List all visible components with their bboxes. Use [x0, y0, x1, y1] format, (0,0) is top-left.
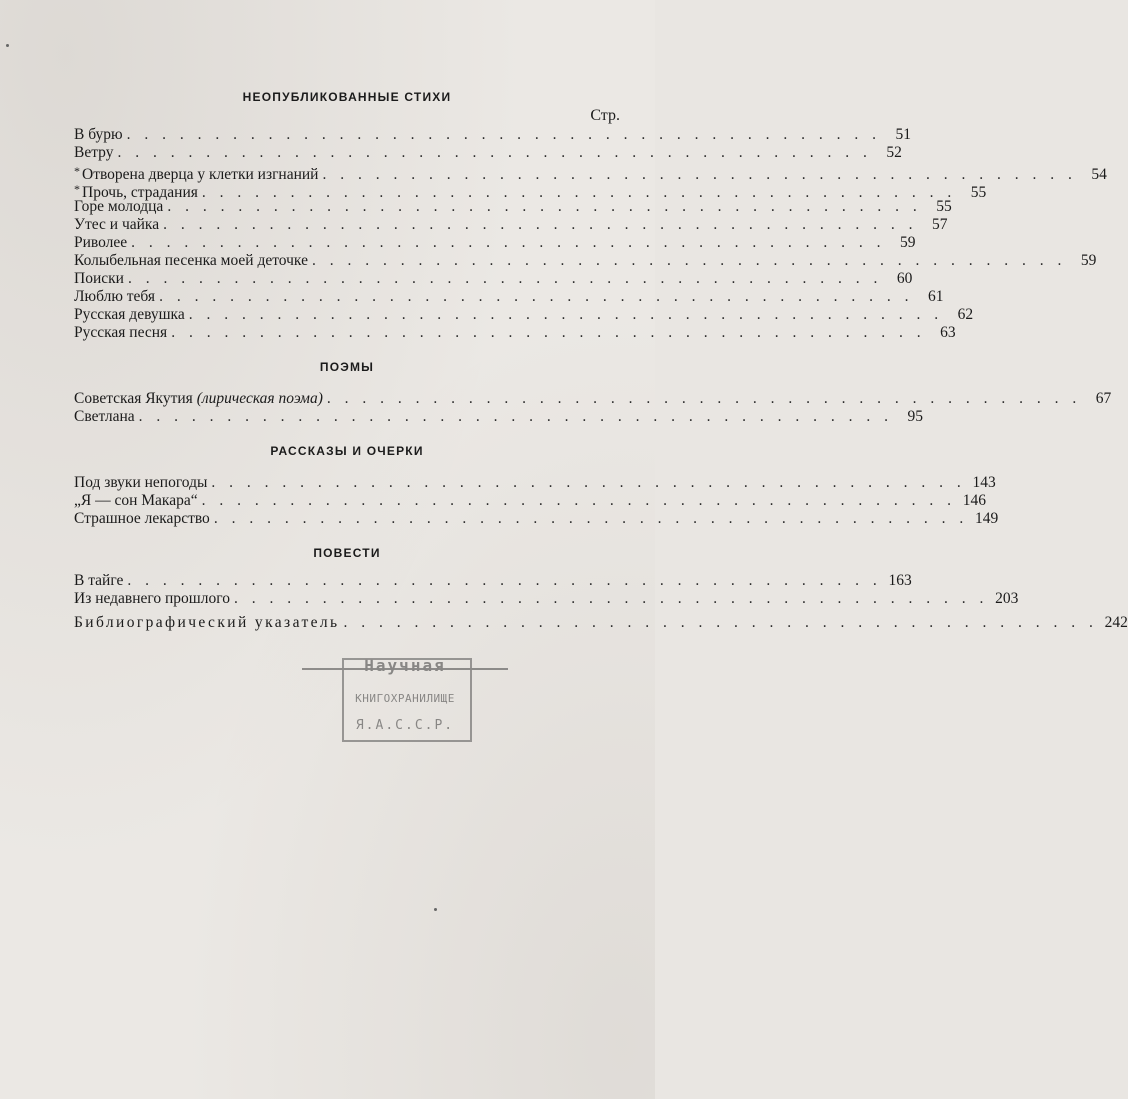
toc-entry[interactable] — [74, 288, 944, 306]
entry-page-number: 59 — [900, 234, 916, 251]
entry-title-text: В бурю — [74, 126, 123, 143]
entry-title — [74, 234, 127, 252]
toc-entry[interactable] — [74, 510, 999, 528]
entry-page-number: 57 — [931, 216, 948, 233]
dot-leader: . . . . . . . . . . . . . . . . . . . . . . . . . . . . . . . . . . . . . . . . . . . — [117, 144, 872, 161]
entry-title: Библиографический указатель — [74, 614, 340, 631]
entry-title — [74, 324, 167, 342]
entry-title — [74, 474, 207, 492]
entry-title — [74, 408, 135, 426]
toc-entry[interactable] — [74, 324, 956, 342]
table-of-contents — [74, 88, 1128, 632]
entry-title-text: В тайге — [74, 572, 124, 589]
dot-leader: . . . . . . . . . . . . . . . . . . . . . . . . . . . . . . . . . . . . . . . . . . . — [188, 306, 944, 323]
dot-leader: . . . . . . . . . . . . . . . . . . . . . . . . . . . . . . . . . . . . . . . . . . . — [233, 590, 989, 607]
entry-title-text: Советская Якутия — [74, 390, 193, 407]
entry-page-number: 163 — [888, 572, 912, 589]
toc-entry[interactable] — [74, 474, 996, 492]
entry-title-text: Из недавнего прошлого — [74, 590, 230, 607]
toc-entry[interactable] — [74, 390, 1112, 408]
entry-title — [74, 390, 323, 408]
toc-entry[interactable] — [74, 590, 1019, 608]
entry-title — [74, 572, 123, 590]
entry-title — [74, 198, 163, 216]
entry-page-number: 61 — [927, 288, 944, 305]
asterism-marker: * — [74, 182, 80, 196]
dot-leader: . . . . . . . . . . . . . . . . . . . . . . . . . . . . . . . . . . . . . . . . . . . — [126, 126, 881, 143]
entry-page-number: 51 — [895, 126, 911, 143]
entry-page-number: 62 — [957, 306, 974, 323]
entry-title-text: Светлана — [74, 408, 135, 425]
library-stamp — [302, 648, 508, 748]
dot-leader: . . . . . . . . . . . . . . . . . . . . . . . . . . . . . . . . . . . . . . . . . . . — [167, 198, 922, 215]
dot-leader: . . . . . . . . . . . . . . . . . . . . . . . . . . . . . . . . . . . . . . . . . . . — [127, 572, 882, 589]
entry-title — [74, 270, 124, 288]
entry-title — [74, 510, 210, 528]
section-title-poems: ПОЭМЫ — [319, 360, 375, 374]
paper-speck — [6, 44, 9, 47]
stories-list — [74, 474, 999, 528]
entry-title-text: Под звуки непогоды — [74, 474, 208, 491]
stamp-middle-text: КНИГОХРАНИЛИЩЕ — [355, 692, 455, 705]
entry-title — [74, 288, 155, 306]
poems-list — [74, 390, 1112, 426]
entry-title-text: Риволее — [74, 234, 128, 251]
entry-page-number: 149 — [974, 510, 999, 527]
entry-title — [74, 126, 123, 144]
toc-entry-bibliography[interactable] — [74, 614, 1128, 632]
toc-entry[interactable] — [74, 492, 986, 510]
entry-page-number: 55 — [970, 184, 987, 201]
section-title-novellas: ПОВЕСТИ — [313, 546, 381, 560]
entry-page-number: 63 — [940, 324, 956, 341]
entry-title — [74, 306, 185, 324]
entry-title-text: „Я — сон Макара“ — [74, 492, 198, 509]
toc-entry[interactable] — [74, 408, 923, 426]
entry-page-number: 59 — [1080, 252, 1097, 269]
entry-page-number: 55 — [936, 198, 952, 215]
entry-page-number: 242 — [1104, 614, 1128, 631]
entry-title — [74, 492, 198, 510]
entry-title — [74, 590, 230, 608]
entry-page-number: 60 — [896, 270, 913, 287]
entry-title-text: Люблю тебя — [74, 288, 156, 305]
stamp-top-text: Научная — [364, 656, 446, 675]
entry-title — [74, 252, 308, 270]
section-title-unpublished: НЕОПУБЛИКОВАННЫЕ СТИХИ — [242, 90, 452, 104]
dot-leader: . . . . . . . . . . . . . . . . . . . . . . . . . . . . . . . . . . . . . . . . . . . — [201, 184, 957, 201]
dot-leader: . . . . . . . . . . . . . . . . . . . . . . . . . . . . . . . . . . . . . . . . . . . — [326, 390, 1082, 407]
dot-leader: . . . . . . . . . . . . . . . . . . . . . . . . . . . . . . . . . . . . . . . . . . . — [343, 614, 1098, 631]
entry-title-text: Колыбельная песенка моей деточке — [74, 252, 308, 269]
entry-title — [74, 216, 159, 234]
entry-title-text: Прочь, страдания — [82, 184, 198, 201]
toc-entry[interactable] — [74, 126, 911, 144]
dot-leader: . . . . . . . . . . . . . . . . . . . . . . . . . . . . . . . . . . . . . . . . . . . — [127, 270, 883, 287]
entry-page-number: 52 — [886, 144, 902, 161]
novellas-list — [74, 572, 1019, 608]
entry-page-number: 67 — [1095, 390, 1112, 407]
entry-page-number: 146 — [962, 492, 986, 509]
dot-leader: . . . . . . . . . . . . . . . . . . . . . . . . . . . . . . . . . . . . . . . . . . . — [159, 288, 914, 305]
unpublished-list — [74, 126, 1107, 342]
entry-title-text: Горе молодца — [74, 198, 164, 215]
dot-leader: . . . . . . . . . . . . . . . . . . . . . . . . . . . . . . . . . . . . . . . . . . . — [163, 216, 918, 233]
entry-page-number: 95 — [907, 408, 923, 425]
dot-leader: . . . . . . . . . . . . . . . . . . . . . . . . . . . . . . . . . . . . . . . . . . . — [201, 492, 956, 509]
toc-entry[interactable] — [74, 162, 1107, 183]
dot-leader: . . . . . . . . . . . . . . . . . . . . . . . . . . . . . . . . . . . . . . . . . . . — [322, 166, 1077, 183]
entry-title-text: Поиски — [74, 270, 124, 287]
page-column-label: Стр. — [590, 107, 620, 124]
entry-page-number: 54 — [1091, 166, 1107, 183]
entry-page-number: 203 — [995, 590, 1019, 607]
dot-leader: . . . . . . . . . . . . . . . . . . . . . . . . . . . . . . . . . . . . . . . . . . . — [211, 474, 966, 491]
entry-title-text: Русская песня — [74, 324, 168, 341]
paper-speck — [434, 908, 437, 911]
dot-leader: . . . . . . . . . . . . . . . . . . . . . . . . . . . . . . . . . . . . . . . . . . . — [213, 510, 969, 527]
stamp-bottom-text: Я.А.С.С.Р. — [355, 718, 455, 733]
section-title-stories: РАССКАЗЫ И ОЧЕРКИ — [270, 444, 424, 458]
toc-entry[interactable] — [74, 306, 974, 324]
entry-title-text: Отворена дверца у клетки изгнаний — [82, 166, 319, 183]
toc-entry[interactable] — [74, 144, 902, 162]
entry-title — [74, 144, 113, 162]
toc-entry[interactable] — [74, 270, 913, 288]
dot-leader: . . . . . . . . . . . . . . . . . . . . . . . . . . . . . . . . . . . . . . . . . . . — [138, 408, 893, 425]
toc-entry[interactable] — [74, 198, 952, 216]
toc-entry[interactable] — [74, 216, 948, 234]
toc-entry[interactable] — [74, 572, 912, 590]
asterism-marker: * — [74, 164, 80, 178]
entry-title-text: Ветру — [74, 144, 114, 161]
entry-title-text: Русская девушка — [74, 306, 185, 323]
dot-leader: . . . . . . . . . . . . . . . . . . . . . . . . . . . . . . . . . . . . . . . . . . . — [311, 252, 1067, 269]
dot-leader: . . . . . . . . . . . . . . . . . . . . . . . . . . . . . . . . . . . . . . . . . . . — [171, 324, 926, 341]
toc-entry[interactable] — [74, 252, 1097, 270]
toc-entry[interactable] — [74, 234, 916, 252]
entry-page-number: 143 — [972, 474, 996, 491]
dot-leader: . . . . . . . . . . . . . . . . . . . . . . . . . . . . . . . . . . . . . . . . . . . — [131, 234, 886, 251]
entry-title-text: Утес и чайка — [74, 216, 160, 233]
entry-title-text: Страшное лекарство — [74, 510, 210, 527]
entry-subtitle: (лирическая поэма) — [196, 390, 323, 407]
